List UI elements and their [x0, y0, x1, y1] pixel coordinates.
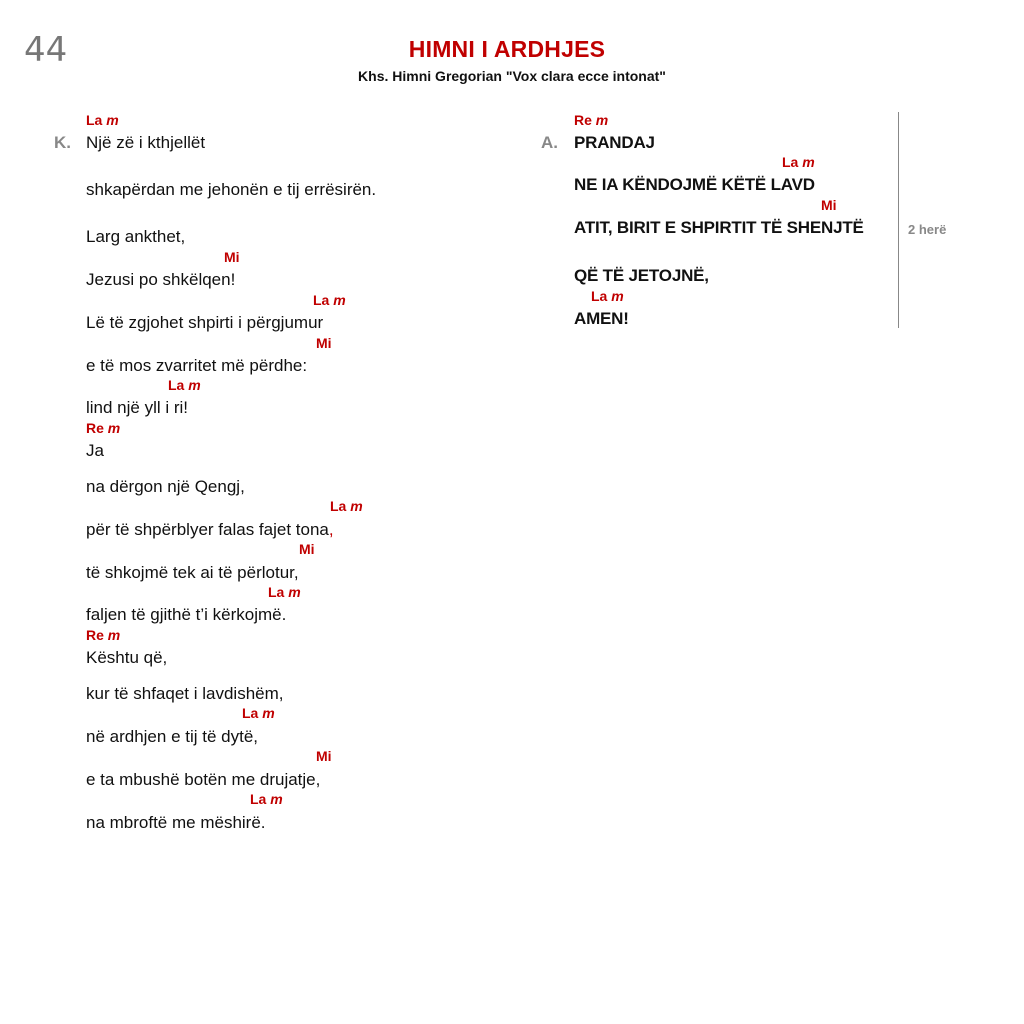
lyric-line: të shkojmë tek ai të përlotur,: [86, 563, 299, 582]
chord-quality: m: [288, 584, 301, 600]
chord: [574, 112, 608, 128]
hymn-subtitle: Khs. Himni Gregorian "Vox clara ecce intonat": [358, 68, 666, 84]
chord-quality: m: [270, 791, 283, 807]
lyric-line: e të mos zvarritet më përdhe:: [86, 356, 308, 375]
lyric-text: për të shpërblyer falas fajet tona: [86, 520, 329, 539]
chord: [268, 584, 301, 600]
chord: [330, 498, 363, 514]
chord-root: La: [168, 377, 185, 393]
lyric-line: Larg ankthet,: [86, 227, 186, 246]
chord-quality: m: [802, 154, 815, 170]
chord-quality: m: [333, 292, 346, 308]
chord-quality: m: [595, 112, 609, 128]
chord: [782, 154, 815, 170]
chord: [250, 791, 283, 807]
refrain-line: QË TË JETOJNË,: [574, 266, 709, 285]
chord: [316, 748, 332, 764]
lyric-line: në ardhjen e tij të dytë,: [86, 727, 259, 746]
refrain-line: NE IA KËNDOJMË KËTË LAVD: [574, 175, 815, 194]
chord: [168, 377, 201, 393]
chord: [591, 288, 624, 304]
cantor-marker: K.: [54, 133, 71, 152]
refrain-line: PRANDAJ: [574, 133, 655, 152]
chord-root: La: [242, 705, 259, 721]
chord-root: La: [313, 292, 330, 308]
repeat-bracket-line: [898, 112, 899, 328]
chord-root: Mi: [224, 249, 240, 265]
repeat-note: 2 herë: [908, 222, 947, 237]
chord: [242, 705, 275, 721]
chord-root: Re: [86, 420, 104, 436]
chord-root: Mi: [316, 748, 332, 764]
lyric-line: [86, 520, 334, 540]
chord-root: La: [250, 791, 267, 807]
chord-root: Mi: [299, 541, 315, 557]
chord: [316, 335, 332, 351]
chord-root: Mi: [316, 335, 332, 351]
lyric-line: kur të shfaqet i lavdishëm,: [86, 684, 284, 703]
chord: [86, 627, 120, 643]
chord: [224, 249, 240, 265]
chord-root: La: [86, 112, 103, 128]
chord-root: Re: [86, 627, 104, 643]
chord-quality: m: [611, 288, 624, 304]
chord-root: Re: [574, 112, 592, 128]
refrain-line: AMEN!: [574, 309, 629, 328]
chord-root: La: [782, 154, 799, 170]
lyric-line: Një zë i kthjellët: [86, 133, 206, 152]
chord: [86, 420, 120, 436]
chord: [821, 197, 837, 213]
chord-root: La: [591, 288, 608, 304]
chord-quality: m: [107, 627, 121, 643]
lyric-line: shkapërdan me jehonën e tij errësirën.: [86, 180, 377, 199]
chord: [299, 541, 315, 557]
lyric-line: Kështu që,: [86, 648, 168, 667]
chord: [313, 292, 346, 308]
lyric-line: e ta mbushë botën me drujatje,: [86, 770, 321, 789]
lyric-line: na mbroftë me mëshirë.: [86, 813, 266, 832]
lyric-line: na dërgon një Qengj,: [86, 477, 245, 496]
lyric-suffix: ,: [328, 520, 334, 539]
chord-quality: m: [106, 112, 119, 128]
chord: [86, 112, 119, 128]
chord-quality: m: [107, 420, 121, 436]
lyric-line: Lë të zgjohet shpirti i përgjumur: [86, 313, 324, 332]
lyric-line: lind një yll i ri!: [86, 398, 189, 417]
chord-root: La: [330, 498, 347, 514]
chord-quality: m: [262, 705, 275, 721]
assembly-marker: A.: [541, 133, 558, 152]
refrain-line: ATIT, BIRIT E SHPIRTIT TË SHENJTË: [574, 218, 864, 237]
lyric-line: faljen të gjithë t’i kërkojmë.: [86, 605, 287, 624]
chord-root: Mi: [821, 197, 837, 213]
lyric-line: Jezusi po shkëlqen!: [86, 270, 236, 289]
chord-quality: m: [350, 498, 363, 514]
page-number: 44: [24, 30, 68, 70]
hymn-title: HIMNI I ARDHJES: [408, 36, 606, 62]
lyric-line: Ja: [86, 441, 104, 460]
chord-quality: m: [188, 377, 201, 393]
chord-root: La: [268, 584, 285, 600]
